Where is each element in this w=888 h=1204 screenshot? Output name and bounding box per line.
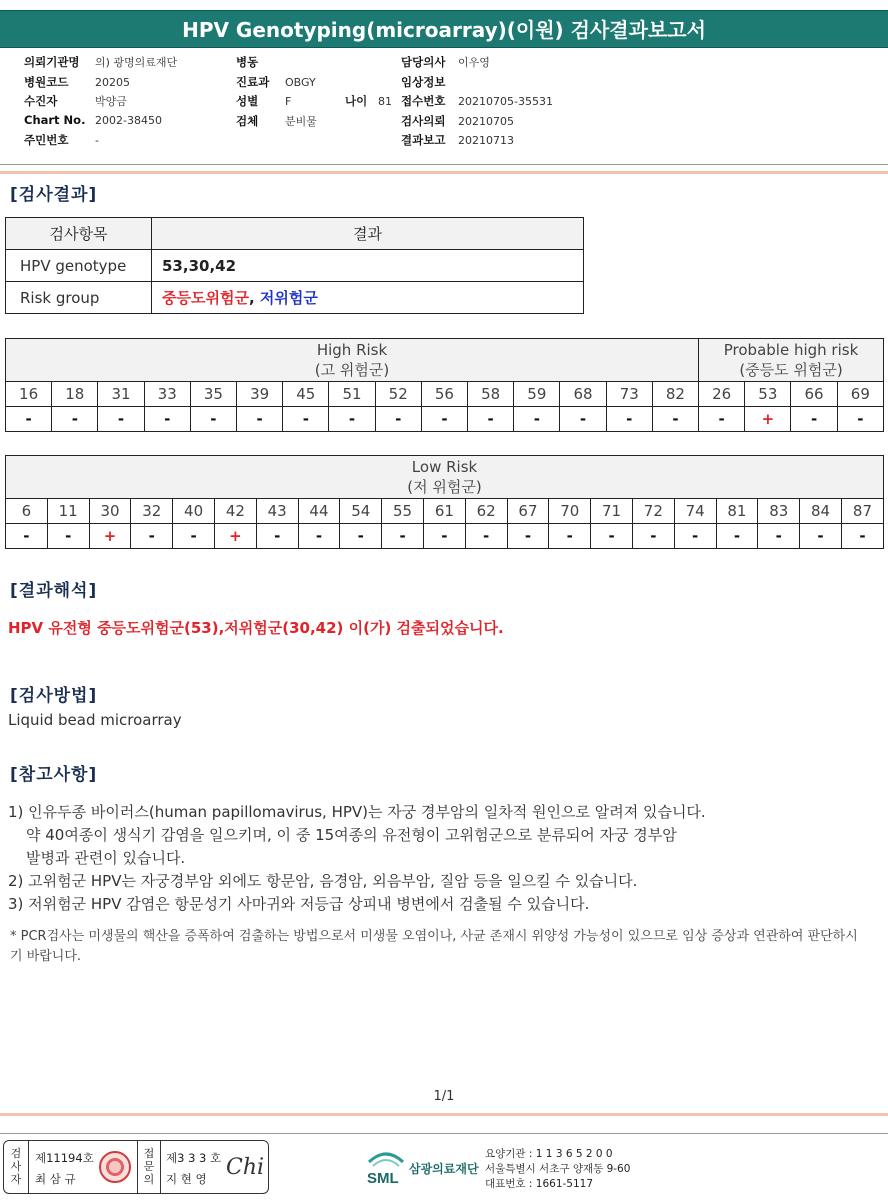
probable-risk-subtitle: (중등도 위험군) (739, 361, 843, 379)
examiner-label (6, 1147, 26, 1186)
negative-mark: - (632, 524, 674, 549)
info-label: 결과보고 (401, 133, 446, 147)
info-value: 이우영 (458, 56, 490, 69)
genotype-cell: 42 (214, 499, 256, 524)
info-column-3 (401, 54, 553, 152)
genotype-cell: 67 (507, 499, 549, 524)
section-title-result: [검사결과] (10, 185, 98, 205)
genotype-cell: 35 (190, 382, 236, 407)
info-label: 병동 (236, 55, 259, 69)
info-label: 검사의뢰 (401, 113, 446, 128)
negative-mark: - (560, 407, 606, 432)
high-risk-types-row (6, 382, 884, 407)
info-label: 접수번호 (401, 94, 446, 108)
result-table (5, 217, 584, 314)
genotype-cell: 70 (549, 499, 591, 524)
negative-mark: - (758, 524, 800, 549)
genotype-cell: 16 (6, 382, 52, 407)
method-text: Liquid bead microarray (8, 711, 182, 729)
negative-mark: - (6, 407, 52, 432)
info-column-1 (24, 54, 177, 152)
result-header-item: 검사항목 (6, 218, 152, 250)
divider (0, 1113, 888, 1116)
negative-mark: - (329, 407, 375, 432)
info-label: 담당의사 (401, 55, 446, 69)
high-risk-subtitle: (고 위험군) (314, 361, 390, 379)
negative-mark: - (131, 524, 173, 549)
info-label: 의뢰기관명 (24, 55, 80, 69)
info-value: 분비물 (285, 114, 317, 128)
info-label: 수진자 (24, 94, 58, 108)
negative-mark: - (47, 524, 89, 549)
divider (137, 1141, 138, 1193)
result-item: HPV genotype (6, 250, 152, 282)
info-value: 의) 광명의료재단 (95, 56, 178, 69)
info-value: - (95, 134, 99, 147)
genotype-cell: 11 (47, 499, 89, 524)
footnote: * PCR검사는 미생물의 핵산을 증폭하여 검출하는 방법으로서 미생물 오염이나, 사균 존재시 위양성 가능성이 있으므로 임상 증상과 연관하여 판단하시기 바랍니다. (10, 929, 858, 964)
negative-mark: - (674, 524, 716, 549)
negative-mark: - (52, 407, 98, 432)
genotype-cell: 81 (716, 499, 758, 524)
genotype-cell: 62 (465, 499, 507, 524)
examiner-name: 최 삼 규 (35, 1172, 76, 1186)
divider (0, 1133, 888, 1134)
note-line: 2) 고위험군 HPV는 자궁경부암 외에도 항문암, 음경암, 외음부암, 질암 등을 일으킬 수 있습니다. (8, 872, 638, 890)
risk-mid: 중등도위험군 (162, 289, 249, 307)
positive-mark: + (745, 407, 791, 432)
section-title-method: [검사방법] (10, 686, 98, 706)
negative-mark: - (340, 524, 382, 549)
negative-mark: - (6, 524, 48, 549)
examiner-label-text: 검 사 자 (10, 1147, 22, 1186)
company-code: 요양기관 : 1 1 3 6 5 2 0 0 (485, 1148, 613, 1160)
high-risk-marks-row (6, 407, 884, 432)
high-risk-header (6, 339, 699, 382)
result-item: Risk group (6, 282, 152, 314)
genotype-cell: 30 (89, 499, 131, 524)
low-risk-subtitle: (저 위험군) (407, 478, 482, 496)
genotype-cell: 82 (652, 382, 698, 407)
reviewer-license: 제3 3 3 호 (166, 1151, 222, 1165)
genotype-cell: 45 (283, 382, 329, 407)
info-label: 성별 (236, 94, 259, 108)
negative-mark: - (423, 524, 465, 549)
genotype-cell: 32 (131, 499, 173, 524)
genotype-cell: 6 (6, 499, 48, 524)
genotype-cell: 55 (382, 499, 424, 524)
info-value: 20205 (95, 75, 130, 89)
genotype-cell: 87 (841, 499, 883, 524)
genotype-cell: 53 (745, 382, 791, 407)
negative-mark: - (606, 407, 652, 432)
risk-separator: , (248, 289, 260, 307)
risk-low: 저위험군 (259, 289, 318, 307)
result-header-result: 결과 (152, 218, 584, 250)
age-value: 81 (378, 95, 392, 108)
interpretation-text: HPV 유전형 중등도위험군(53),저위험군(30,42) 이(가) 검출되었습니다. (8, 619, 504, 637)
reviewer-label (139, 1147, 159, 1186)
reviewer-signature: Chi (226, 1155, 265, 1180)
divider (160, 1141, 161, 1193)
info-label: 임상정보 (401, 74, 446, 89)
genotype-cell: 72 (632, 499, 674, 524)
genotype-cell: 59 (514, 382, 560, 407)
page-number: 1/1 (433, 1089, 455, 1104)
negative-mark: - (375, 407, 421, 432)
negative-mark: - (283, 407, 329, 432)
genotype-cell: 54 (340, 499, 382, 524)
genotype-cell: 84 (800, 499, 842, 524)
info-label: 진료과 (236, 74, 270, 89)
examiner-license: 제11194호 (35, 1151, 94, 1165)
negative-mark: - (468, 407, 514, 432)
high-risk-table (5, 338, 884, 432)
age-label: 나이 (345, 94, 368, 108)
genotype-cell: 31 (98, 382, 144, 407)
negative-mark: - (190, 407, 236, 432)
info-value: OBGY (285, 75, 316, 89)
info-value: 박양금 (95, 95, 127, 108)
negative-mark: - (591, 524, 633, 549)
genotype-cell: 69 (837, 382, 883, 407)
info-label: Chart No. (24, 112, 86, 127)
genotype-cell: 18 (52, 382, 98, 407)
negative-mark: - (298, 524, 340, 549)
genotype-cell: 66 (791, 382, 837, 407)
genotype-cell: 43 (256, 499, 298, 524)
genotype-cell: 58 (468, 382, 514, 407)
note-line: 약 40여종이 생식기 감염을 일으키며, 이 중 15여종의 유전형이 고위험군으로 분류되어 자궁 경부암 (26, 826, 677, 844)
section-title-interpretation: [결과해석] (10, 581, 98, 601)
notes-list (8, 801, 706, 916)
probable-risk-header (699, 339, 884, 382)
negative-mark: - (421, 407, 467, 432)
risk-group-value (152, 282, 584, 314)
reviewer-label-text: 접 문 의 (143, 1147, 155, 1186)
reviewer-name: 지 현 영 (166, 1172, 207, 1186)
negative-mark: - (791, 407, 837, 432)
divider (0, 171, 888, 174)
info-value: 20210705 (458, 114, 514, 128)
genotype-cell: 52 (375, 382, 421, 407)
genotype-cell: 71 (591, 499, 633, 524)
company-address: 서울특별시 서초구 양재동 9-60 (485, 1163, 631, 1175)
info-label: 병원코드 (24, 74, 69, 89)
negative-mark: - (256, 524, 298, 549)
result-value: 53,30,42 (152, 250, 584, 282)
negative-mark: - (699, 407, 745, 432)
divider (0, 164, 888, 165)
negative-mark: - (800, 524, 842, 549)
genotype-cell: 51 (329, 382, 375, 407)
company-name: 삼광의료재단 (409, 1162, 479, 1176)
genotype-cell: 73 (606, 382, 652, 407)
logo-text: SML (367, 1170, 399, 1187)
genotype-cell: 39 (237, 382, 283, 407)
genotype-cell: 68 (560, 382, 606, 407)
low-risk-header (6, 456, 884, 499)
company-phone: 대표번호 : 1661-5117 (485, 1178, 594, 1190)
genotype-cell: 40 (173, 499, 215, 524)
info-value: 2002-38450 (95, 113, 162, 127)
genotype-cell: 44 (298, 499, 340, 524)
negative-mark: - (514, 407, 560, 432)
info-label: 검체 (236, 113, 259, 128)
info-value: 20210705-35531 (458, 95, 553, 108)
note-line: 1) 인유두종 바이러스(human papillomavirus, HPV)는 자궁 경부암의 일차적 원인으로 알려져 있습니다. (8, 803, 706, 821)
negative-mark: - (382, 524, 424, 549)
info-value: F (285, 95, 292, 108)
info-column-2 (236, 54, 392, 132)
report-title: HPV Genotyping(microarray)(이원) 검사결과보고서 (0, 10, 888, 48)
negative-mark: - (652, 407, 698, 432)
negative-mark: - (841, 524, 883, 549)
section-title-notes: [참고사항] (10, 765, 98, 785)
positive-mark: + (89, 524, 131, 549)
genotype-cell: 33 (144, 382, 190, 407)
positive-mark: + (214, 524, 256, 549)
negative-mark: - (98, 407, 144, 432)
low-risk-title: Low Risk (411, 458, 478, 476)
low-risk-types-row (6, 499, 884, 524)
sml-logo-icon (365, 1146, 407, 1188)
note-line: 3) 저위험군 HPV 감염은 항문성기 사마귀와 저등급 상피내 병변에서 검출될 수 있습니다. (8, 895, 590, 913)
negative-mark: - (716, 524, 758, 549)
official-seal (99, 1151, 131, 1183)
info-value: 20210713 (458, 134, 514, 147)
high-risk-title: High Risk (316, 341, 388, 359)
genotype-cell: 61 (423, 499, 465, 524)
genotype-cell: 26 (699, 382, 745, 407)
negative-mark: - (549, 524, 591, 549)
low-risk-marks-row (6, 524, 884, 549)
info-label: 주민번호 (24, 133, 69, 147)
genotype-cell: 56 (421, 382, 467, 407)
genotype-cell: 83 (758, 499, 800, 524)
genotype-cell: 74 (674, 499, 716, 524)
signature-box (3, 1140, 269, 1194)
negative-mark: - (465, 524, 507, 549)
probable-risk-title: Probable high risk (723, 341, 859, 359)
divider (28, 1141, 29, 1193)
negative-mark: - (237, 407, 283, 432)
negative-mark: - (144, 407, 190, 432)
low-risk-table (5, 455, 884, 549)
negative-mark: - (507, 524, 549, 549)
company-contact (485, 1147, 630, 1192)
note-line: 발병과 관련이 있습니다. (26, 849, 186, 867)
negative-mark: - (837, 407, 883, 432)
negative-mark: - (173, 524, 215, 549)
